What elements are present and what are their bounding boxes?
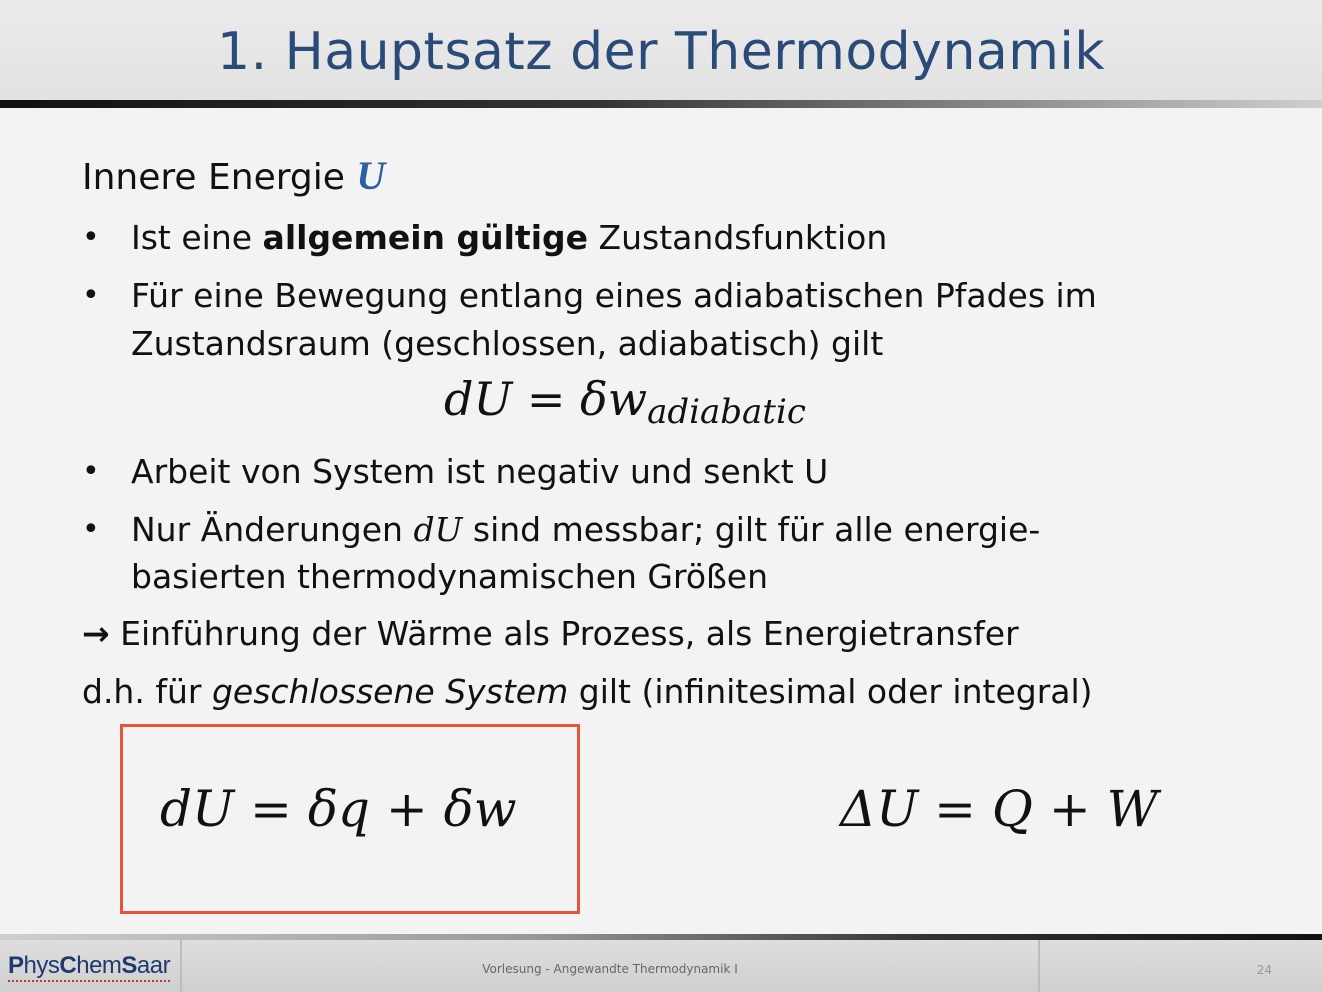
- equation-adiabatic: [444, 372, 806, 432]
- footer: [0, 940, 1322, 992]
- slide-title: 1. Hauptsatz der Thermodynamik: [216, 22, 1105, 82]
- bullet-4-post: sind messbar; gilt für alle energie-: [472, 510, 1041, 549]
- bullet-dot-2: •: [82, 278, 100, 313]
- bullet-4-pre: Nur Änderungen: [131, 510, 403, 549]
- title-divider: [0, 100, 1322, 108]
- equation-integral: ΔU = Q + W: [840, 780, 1158, 838]
- arrow-right-icon: →: [82, 614, 110, 653]
- closed-system-pre: d.h. für: [82, 672, 202, 711]
- bullet-dot-1: •: [82, 220, 100, 255]
- footer-lecture-title: Vorlesung - Angewandte Thermodynamik I: [182, 940, 1040, 992]
- bullet-4-line-2: basierten thermodynamischen Größen: [131, 557, 769, 596]
- equation-adiabatic-subscript: adiabatic: [647, 392, 806, 432]
- physchemsaar-logo: PhysChemSaar: [8, 952, 170, 982]
- bullet-4-line-1: [131, 506, 1040, 554]
- bullet-1-bold: allgemein gültige: [262, 218, 589, 257]
- closed-system-post: gilt (infinitesimal oder integral): [578, 672, 1093, 711]
- closed-system-italic: geschlossene System: [211, 672, 569, 711]
- bullet-3: Arbeit von System ist negativ und senkt U: [131, 452, 829, 491]
- equation-infinitesimal: dU = δq + δw: [160, 780, 517, 838]
- arrow-line-text: Einführung der Wärme als Prozess, als Energietransfer: [120, 614, 1019, 653]
- footer-logo-area: [0, 940, 182, 992]
- bullet-2-line-2: Zustandsraum (geschlossen, adiabatisch) gilt: [131, 324, 884, 363]
- bullet-1: [131, 214, 887, 262]
- bullet-4-math: dU: [413, 510, 463, 549]
- bullet-2-line-1: Für eine Bewegung entlang eines adiabatischen Pfades im: [131, 276, 1097, 315]
- closed-system-line: [82, 668, 1093, 716]
- bullet-1-post: Zustandsfunktion: [598, 218, 888, 257]
- equation-adiabatic-main: dU = δw: [444, 372, 648, 426]
- page-number: 24: [1256, 963, 1272, 977]
- heading-symbol: U: [356, 153, 386, 198]
- title-bar: [0, 0, 1322, 100]
- section-heading: [82, 150, 385, 204]
- bullet-dot-4: •: [82, 512, 100, 547]
- bullet-dot-3: •: [82, 454, 100, 489]
- heading-text: Innere Energie: [82, 157, 345, 198]
- bullet-1-pre: Ist eine: [131, 218, 253, 257]
- arrow-line: [82, 610, 1019, 658]
